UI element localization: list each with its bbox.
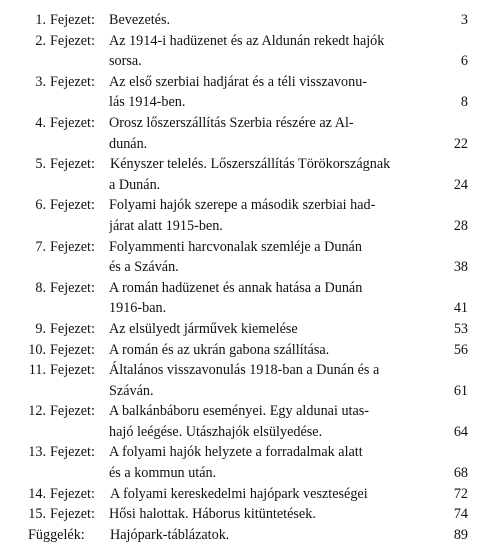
chapter-label: Fejezet: bbox=[50, 320, 95, 337]
page-number: 38 bbox=[453, 259, 468, 276]
chapter-number: 2. bbox=[35, 32, 46, 49]
page-number: 68 bbox=[453, 465, 468, 482]
chapter-title-continued: sorsa. bbox=[109, 53, 142, 70]
page-number: 89 bbox=[453, 526, 468, 543]
chapter-number: 4. bbox=[35, 114, 46, 131]
chapter-label: Fejezet: bbox=[50, 73, 95, 90]
page-number: 24 bbox=[453, 176, 468, 193]
chapter-title-continued: a Dunán. bbox=[109, 176, 161, 193]
chapter-label: Fejezet: bbox=[50, 506, 95, 523]
chapter-label: Fejezet: bbox=[50, 156, 95, 173]
toc-entry-9[interactable] bbox=[0, 319, 490, 340]
page-number: 22 bbox=[453, 135, 468, 152]
page-number: 56 bbox=[453, 341, 468, 358]
toc-entry-1[interactable] bbox=[0, 10, 490, 31]
toc-entry-5[interactable] bbox=[0, 154, 490, 195]
chapter-number: 3. bbox=[35, 73, 46, 90]
chapter-number: 6. bbox=[35, 197, 46, 214]
page-number: 74 bbox=[453, 506, 468, 523]
chapter-label: Fejezet: bbox=[50, 279, 95, 296]
chapter-number: 11. bbox=[28, 362, 46, 379]
toc-entry-3[interactable] bbox=[0, 72, 490, 113]
toc-entry-12[interactable] bbox=[0, 401, 490, 442]
chapter-number: 14. bbox=[28, 485, 46, 502]
page-number: 72 bbox=[453, 485, 468, 502]
chapter-number: 5. bbox=[35, 156, 46, 173]
chapter-label: Fejezet: bbox=[50, 341, 95, 358]
toc-entry-4[interactable] bbox=[0, 113, 490, 154]
chapter-number: 10. bbox=[28, 341, 46, 358]
chapter-number: 1. bbox=[35, 12, 46, 28]
chapter-label: Fejezet: bbox=[50, 403, 95, 420]
chapter-title: A román és az ukrán gabona szállítása. bbox=[109, 341, 330, 358]
chapter-title-continued: lás 1914-ben. bbox=[109, 94, 186, 111]
chapter-title-continued: és a kommun után. bbox=[109, 465, 217, 482]
toc-entry-11[interactable] bbox=[0, 360, 490, 401]
chapter-label: Fejezet: bbox=[50, 32, 95, 49]
chapter-label: Fejezet: bbox=[50, 114, 95, 131]
toc-entry-15[interactable] bbox=[0, 504, 490, 525]
chapter-title: Bevezetés. bbox=[109, 12, 171, 28]
chapter-title-continued: Száván. bbox=[109, 382, 154, 399]
page-number: 41 bbox=[453, 300, 468, 317]
chapter-title: Az első szerbiai hadjárat és a téli visszavonu- bbox=[109, 73, 368, 90]
chapter-label: Fejezet: bbox=[50, 12, 95, 28]
chapter-number: 13. bbox=[28, 444, 46, 461]
page-number: 28 bbox=[453, 217, 468, 234]
page-number: 53 bbox=[453, 320, 468, 337]
toc-entry-2[interactable] bbox=[0, 31, 490, 72]
chapter-number: 8. bbox=[35, 279, 46, 296]
chapter-title-continued: járat alatt 1915-ben. bbox=[109, 217, 223, 234]
appendix-label: Függelék: bbox=[28, 526, 85, 543]
chapter-title: A folyami hajók helyzete a forradalmak alatt bbox=[109, 444, 363, 461]
chapter-title-continued: hajó leégése. Utászhajók elsülyedése. bbox=[109, 423, 323, 440]
toc-entry-6[interactable] bbox=[0, 195, 490, 236]
toc-entry-appendix[interactable] bbox=[0, 525, 490, 546]
chapter-number: 9. bbox=[35, 320, 46, 337]
chapter-number: 15. bbox=[28, 506, 46, 523]
chapter-number: 7. bbox=[35, 238, 46, 255]
chapter-label: Fejezet: bbox=[50, 485, 95, 502]
chapter-label: Fejezet: bbox=[50, 444, 95, 461]
page-number: 64 bbox=[453, 423, 468, 440]
chapter-title: Folyami hajók szerepe a második szerbiai had- bbox=[109, 197, 376, 214]
chapter-label: Fejezet: bbox=[50, 362, 95, 379]
chapter-title: Az elsülyedt járművek kiemelése bbox=[109, 320, 298, 337]
chapter-title: Orosz lőszerszállítás Szerbia részére az Al- bbox=[109, 114, 354, 131]
chapter-title: A balkánbáboru eseményei. Egy aldunai utas- bbox=[109, 403, 370, 420]
chapter-title: Általános visszavonulás 1918-ban a Dunán és a bbox=[109, 362, 380, 379]
toc-entry-8[interactable] bbox=[0, 278, 490, 319]
page-number: 61 bbox=[453, 382, 468, 399]
chapter-title: Kényszer telelés. Lőszerszállítás Törökországnak bbox=[110, 156, 391, 173]
toc-entry-10[interactable] bbox=[0, 340, 490, 361]
page-number: 6 bbox=[460, 53, 468, 70]
chapter-title: Folyammenti harcvonalak szemléje a Dunán bbox=[109, 238, 362, 255]
chapter-label: Fejezet: bbox=[50, 238, 95, 255]
page-number: 8 bbox=[460, 94, 468, 111]
chapter-label: Fejezet: bbox=[50, 197, 95, 214]
chapter-title-continued: 1916-ban. bbox=[109, 300, 167, 317]
chapter-number: 12. bbox=[28, 403, 46, 420]
appendix-title: Hajópark-táblázatok. bbox=[110, 526, 230, 543]
chapter-title: A román hadüzenet és annak hatása a Dunán bbox=[109, 279, 363, 296]
chapter-title-continued: dunán. bbox=[109, 135, 148, 152]
chapter-title: A folyami kereskedelmi hajópark veszteségei bbox=[110, 485, 368, 502]
page-number: 3 bbox=[460, 12, 468, 28]
toc-entry-7[interactable] bbox=[0, 237, 490, 278]
toc-entry-13[interactable] bbox=[0, 442, 490, 483]
chapter-title-continued: és a Száván. bbox=[109, 259, 179, 276]
chapter-title: Az 1914-i hadüzenet és az Aldunán rekedt hajók bbox=[109, 32, 385, 49]
toc-entry-14[interactable] bbox=[0, 484, 490, 505]
chapter-title: Hősi halottak. Háborus kitüntetések. bbox=[109, 506, 316, 523]
